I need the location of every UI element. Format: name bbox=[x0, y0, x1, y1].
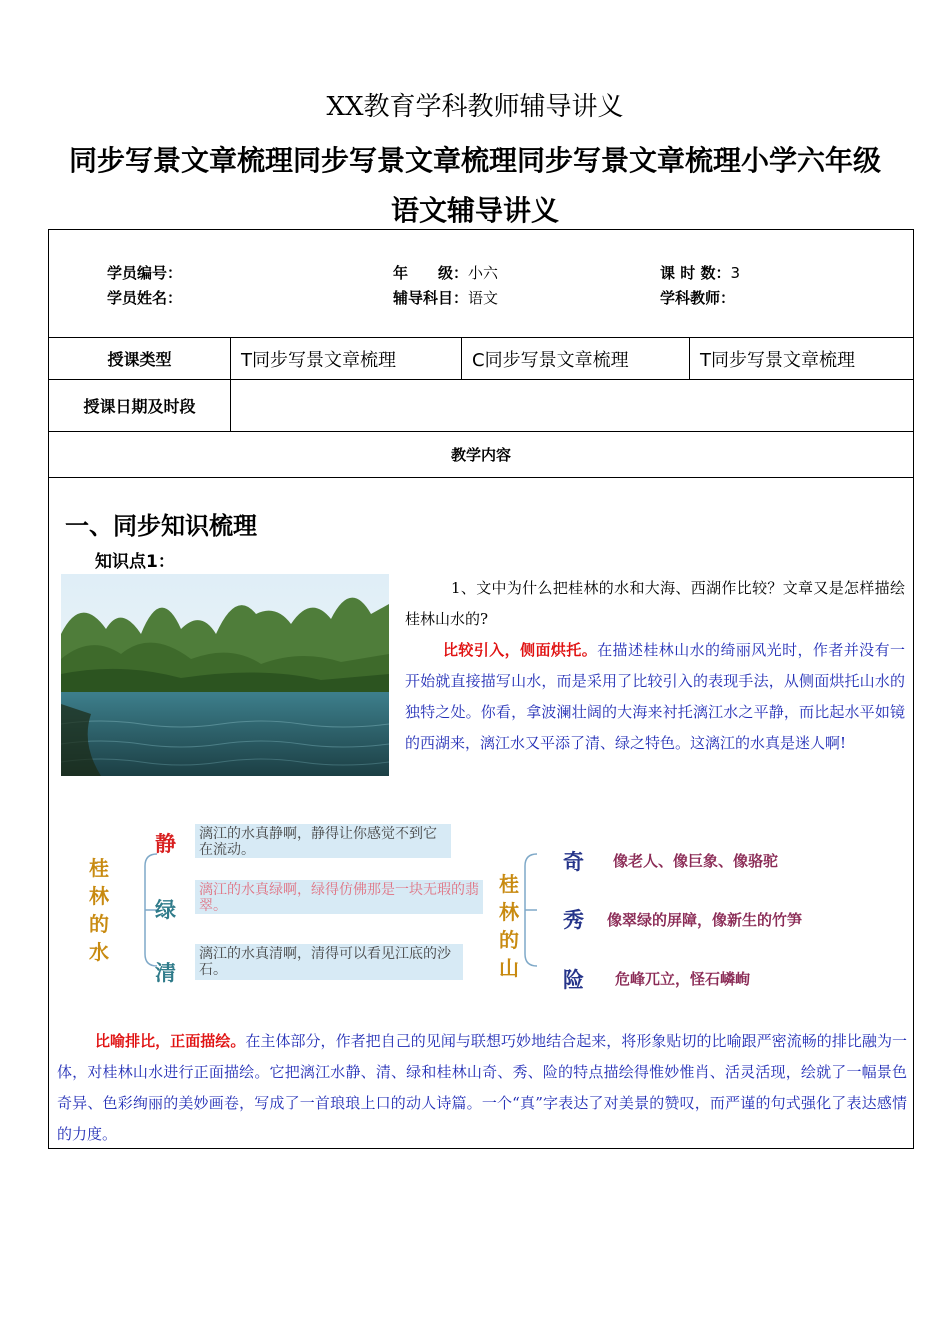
mountain-key-steep: 险 bbox=[563, 967, 584, 992]
student-name-label: 学员姓名： bbox=[107, 289, 183, 307]
hours-label: 课 时 数： bbox=[660, 264, 731, 282]
section-title: 一、同步知识梳理 bbox=[65, 512, 257, 540]
hours-value: 3 bbox=[730, 264, 740, 282]
answer-paragraph bbox=[405, 635, 905, 759]
lesson-type-t1: T同步写景文章梳理 bbox=[231, 338, 462, 379]
date-value bbox=[231, 380, 913, 431]
water-sentence-clear: 漓江的水真清啊，清得可以看见江底的沙石。 bbox=[195, 944, 463, 980]
document-title: 同步写景文章梳理同步写景文章梳理同步写景文章梳理小学六年级语文辅导讲义 bbox=[68, 144, 881, 227]
mountain-text-strange: 像老人、像巨象、像骆驼 bbox=[613, 852, 779, 870]
date-row bbox=[49, 380, 913, 432]
student-id-label: 学员编号： bbox=[107, 264, 183, 282]
analysis-highlight: 比喻排比，正面描绘。 bbox=[95, 1032, 246, 1050]
guilin-landscape-photo bbox=[61, 574, 389, 776]
lesson-type-label: 授课类型 bbox=[49, 338, 231, 379]
student-info-row bbox=[49, 230, 913, 338]
grade-value: 小六 bbox=[468, 264, 499, 282]
water-key-green: 绿 bbox=[155, 897, 176, 922]
content-header: 教学内容 bbox=[49, 432, 913, 478]
grade-field bbox=[393, 262, 498, 283]
knowledge-point-label: 知识点1： bbox=[95, 552, 175, 572]
mountain-text-steep: 危峰兀立，怪石嶙峋 bbox=[615, 970, 751, 988]
subject-value: 语文 bbox=[468, 289, 499, 307]
header-title: XX教育学科教师辅导讲义 bbox=[326, 92, 624, 122]
answer-body: 在描述桂林山水的绮丽风光时，作者并没有一开始就直接描写山水，而是采用了比较引入的表现手法，从侧面烘托山水的独特之处。你看，拿波澜壮阔的大海来衬托漓江水之平静，而比起水平如镜的西湖来，漓江水又平添了清、绿之特色。这漓江的水真是迷人啊! bbox=[405, 641, 905, 752]
mountain-title: 桂林的山 bbox=[499, 872, 519, 980]
mountain-text-beautiful: 像翠绿的屏障，像新生的竹笋 bbox=[607, 911, 803, 929]
mountain-key-beautiful: 秀 bbox=[563, 907, 584, 932]
date-label: 授课日期及时段 bbox=[49, 380, 231, 431]
mind-map-diagram bbox=[79, 814, 889, 994]
lesson-type-t2: T同步写景文章梳理 bbox=[700, 349, 855, 371]
lesson-type-c: C同步写景文章梳理 bbox=[462, 338, 690, 379]
answer-highlight: 比较引入，侧面烘托。 bbox=[443, 641, 598, 659]
lesson-type-row bbox=[49, 338, 913, 380]
water-sentence-still: 漓江的水真静啊，静得让你感觉不到它在流动。 bbox=[195, 824, 451, 858]
subject-label: 辅导科目： bbox=[393, 289, 469, 307]
analysis-paragraph bbox=[57, 1026, 907, 1150]
water-title: 桂林的水 bbox=[89, 856, 109, 964]
water-key-still: 静 bbox=[155, 831, 176, 856]
hours-field bbox=[660, 262, 740, 283]
grade-label: 年 级： bbox=[393, 264, 469, 282]
analysis-body: 在主体部分，作者把自己的见闻与联想巧妙地结合起来，将形象贴切的比喻跟严密流畅的排比融为一体，对桂林山水进行正面描绘。它把漓江水静、清、绿和桂林山奇、秀、险的特点描绘得惟妙惟肖、活灵活现，绘就了一幅景色奇异、色彩绚丽的美妙画卷，写成了一首琅琅上口的动人诗篇。一个“真”字表达了对美景的赞叹，而严谨的句式强化了表达感情的力度。 bbox=[57, 1032, 907, 1143]
teacher-label: 学科教师： bbox=[660, 289, 736, 307]
water-sentence-green: 漓江的水真绿啊，绿得仿佛那是一块无瑕的翡翠。 bbox=[195, 880, 483, 914]
question-text: 1、文中为什么把桂林的水和大海、西湖作比较？文章又是怎样描绘桂林山水的? bbox=[405, 579, 905, 628]
subject-field bbox=[393, 287, 498, 308]
mountain-key-strange: 奇 bbox=[563, 849, 584, 874]
lesson-table bbox=[48, 229, 914, 1149]
water-key-clear: 清 bbox=[155, 960, 176, 985]
